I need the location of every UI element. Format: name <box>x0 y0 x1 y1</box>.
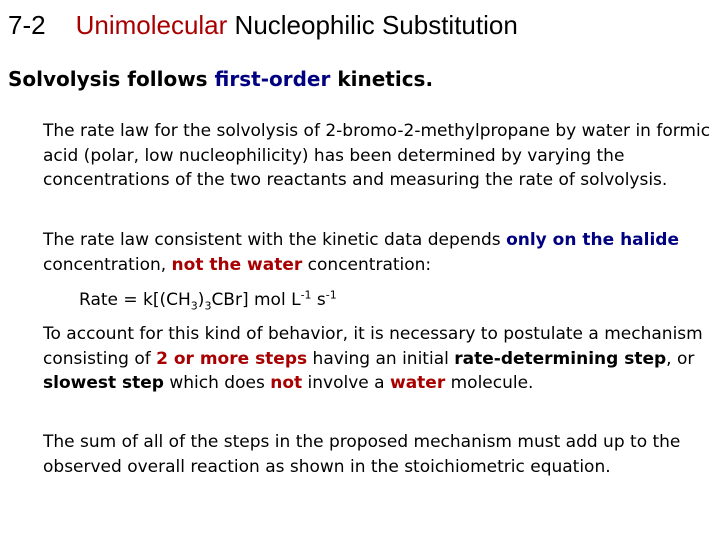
paragraph-rate-law-intro: The rate law for the solvolysis of 2-bromo-2-methylpropane by water in formic acid (polar, low nucleophilicity) has been determined by varying the concentrations of the two reactants and measuring the rate of solvolysis. <box>43 121 711 190</box>
emphasis-rds: rate-determining step <box>454 348 667 369</box>
emphasis-steps: 2 or more steps <box>156 348 308 369</box>
emphasis-only-halide: only on the halide <box>506 230 679 250</box>
text: having an initial <box>307 348 455 369</box>
emphasis-water: water <box>389 373 446 393</box>
text: concentration: <box>302 254 432 275</box>
text: which does <box>163 373 271 393</box>
paragraph-mechanism <box>43 322 715 396</box>
text: molecule. <box>445 373 534 393</box>
slide-title <box>8 10 518 41</box>
title-rest: Nucleophilic Substitution <box>227 10 518 40</box>
emphasis-not: not <box>270 373 303 393</box>
section-number: 7-2 <box>8 10 46 40</box>
eq-superscript: -1 <box>300 288 312 302</box>
subtitle-text: Solvolysis follows <box>8 67 215 91</box>
eq-part: Rate = k[(CH <box>79 290 191 310</box>
text: involve a <box>302 373 390 393</box>
emphasis-slowest: slowest step <box>43 373 164 393</box>
paragraph-kinetic-data <box>43 228 715 277</box>
emphasis-not-water: not the water <box>171 254 303 275</box>
text: To account for this kind of behavior, it is necessary to postulate a mechanism consisting of <box>43 324 703 369</box>
text: , or <box>666 348 695 369</box>
eq-part: s <box>311 290 326 310</box>
subtitle-text-end: kinetics. <box>330 67 434 91</box>
eq-part: CBr] mol L <box>211 290 301 310</box>
subtitle-highlight: first-order <box>214 67 331 91</box>
paragraph-sum-of-steps: The sum of all of the steps in the proposed mechanism must add up to the observed overall reaction as shown in the stoichiometric equation. <box>43 432 681 477</box>
eq-part: ) <box>197 290 205 310</box>
rate-law-equation <box>79 288 720 313</box>
eq-subscript: 3 <box>190 299 198 313</box>
eq-superscript: -1 <box>325 288 337 302</box>
slide-subtitle <box>8 67 433 91</box>
text: concentration, <box>43 254 172 275</box>
eq-subscript: 3 <box>204 299 212 313</box>
text: The rate law consistent with the kinetic data depends <box>43 230 507 250</box>
title-highlight: Unimolecular <box>75 10 228 40</box>
